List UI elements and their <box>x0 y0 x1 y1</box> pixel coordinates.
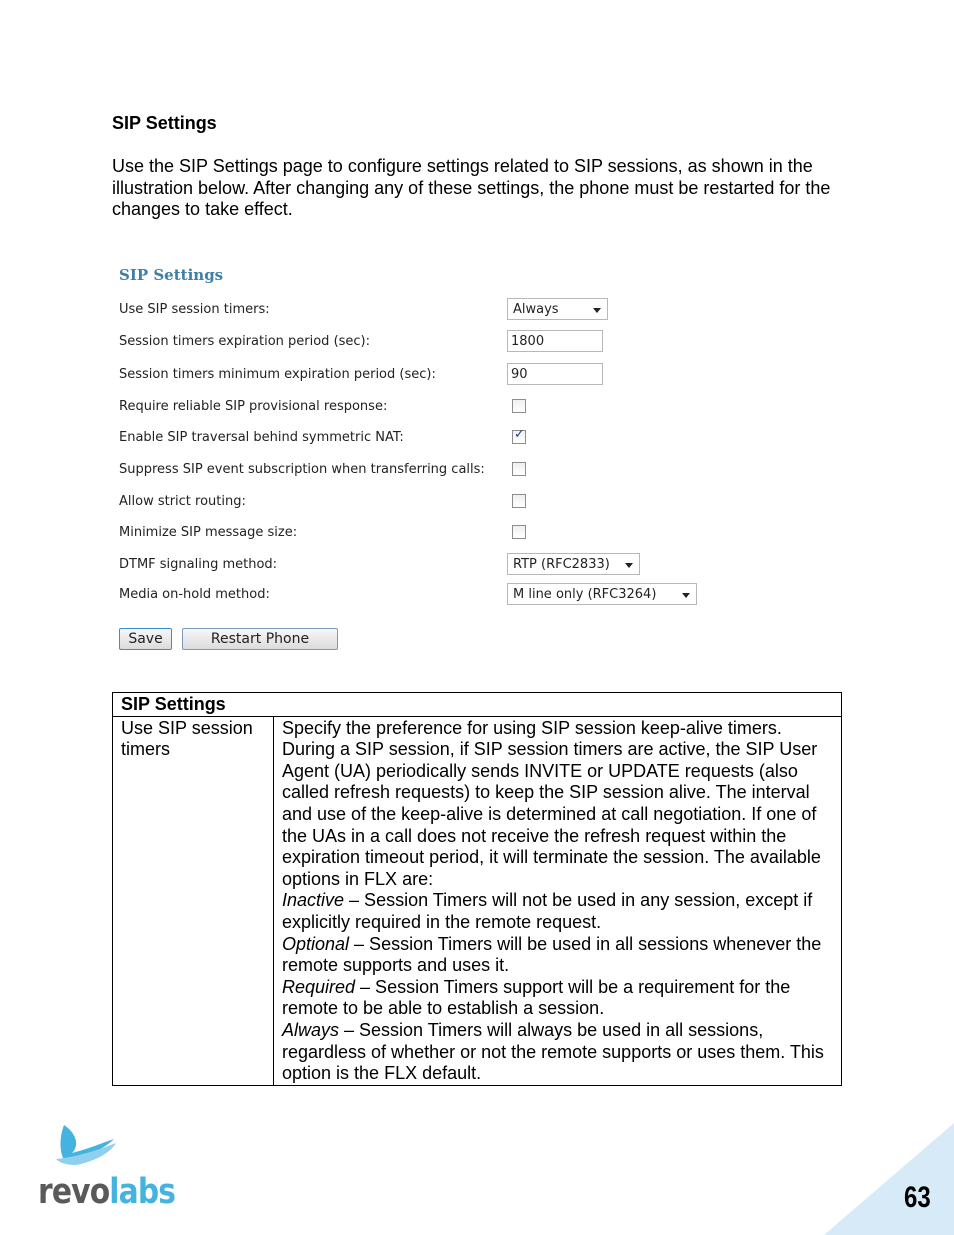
field-row-reliable-provisional <box>112 395 712 419</box>
input-value: 1800 <box>511 334 545 349</box>
symmetric-nat-checkbox[interactable] <box>512 427 526 444</box>
field-row-strict-routing <box>112 490 712 514</box>
min-expiration-input[interactable] <box>507 363 603 385</box>
table-header: SIP Settings <box>113 693 842 717</box>
on-hold-select[interactable] <box>507 583 697 605</box>
dtmf-select[interactable] <box>507 553 640 575</box>
option-name: Inactive <box>282 890 345 911</box>
field-label: Suppress SIP event subscription when transferring calls: <box>119 462 485 477</box>
page-number: 63 <box>904 1181 931 1214</box>
expiration-period-input[interactable] <box>507 330 603 352</box>
checkmark-icon: ✓ <box>514 427 525 442</box>
save-button[interactable]: Save <box>119 628 172 650</box>
screenshot-title: SIP Settings <box>119 266 224 284</box>
option-name: Required <box>282 976 356 997</box>
field-label: Use SIP session timers: <box>119 302 270 317</box>
suppress-subscription-checkbox[interactable] <box>512 462 526 476</box>
strict-routing-checkbox[interactable] <box>512 494 526 508</box>
logo-part-labs: labs <box>109 1172 176 1212</box>
chevron-down-icon <box>593 308 601 313</box>
chevron-down-icon <box>625 563 633 568</box>
field-row-min-expiration <box>112 363 712 387</box>
description-text: Specify the preference for using SIP session keep-alive timers. During a SIP session, if SIP session timers are active, the SIP User Agent (UA) periodically sends INVITE or UPDATE requests (also called refresh requests) to keep the SIP session alive. The interval and use of the keep-alive is determined at call negotiation. If one of the UAs in a call does not receive the refresh request within the expiration timeout period, it will terminate the session. The available options in FLX are: <box>282 717 821 889</box>
revolabs-logo-text <box>38 1172 175 1212</box>
select-value: Always <box>513 302 559 317</box>
field-label: DTMF signaling method: <box>119 557 278 572</box>
settings-description-table <box>112 692 842 1086</box>
select-value: RTP (RFC2833) <box>513 557 610 572</box>
field-row-minimize-message <box>112 521 712 545</box>
field-row-on-hold <box>112 583 712 607</box>
field-row-suppress-subscription <box>112 458 712 482</box>
option-text: – Session Timers support will be a requirement for the remote to be able to establish a session. <box>282 976 791 1019</box>
field-row-expiration-period <box>112 330 712 354</box>
field-label: Minimize SIP message size: <box>119 525 298 540</box>
section-heading: SIP Settings <box>112 113 217 133</box>
field-label: Media on-hold method: <box>119 587 270 602</box>
session-timers-select[interactable] <box>507 298 608 320</box>
minimize-message-checkbox[interactable] <box>512 525 526 539</box>
intro-paragraph: Use the SIP Settings page to configure settings related to SIP sessions, as shown in the illustration below. After changing any of these settings, the phone must be restarted for the changes to take effect. <box>112 156 831 219</box>
field-row-dtmf <box>112 553 712 577</box>
field-label: Session timers expiration period (sec): <box>119 334 371 349</box>
select-value: M line only (RFC3264) <box>513 587 657 602</box>
field-label: Enable SIP traversal behind symmetric NAT: <box>119 430 404 445</box>
input-value: 90 <box>511 367 528 382</box>
setting-description-cell <box>274 716 842 1085</box>
field-row-symmetric-nat <box>112 426 712 450</box>
option-text: – Session Timers will always be used in all sessions, regardless of whether or not the remote supports or uses them. This option is the FLX default. <box>282 1019 824 1084</box>
field-row-session-timers <box>112 298 712 322</box>
table-row <box>113 716 842 1085</box>
sip-settings-screenshot <box>112 258 712 658</box>
option-text: – Session Timers will not be used in any session, except if explicitly required in the remote request. <box>282 890 813 932</box>
option-text: – Session Timers will be used in all sessions whenever the remote supports and uses it. <box>282 933 822 976</box>
option-name: Always <box>282 1019 340 1040</box>
table-header-row <box>113 693 842 717</box>
field-label: Require reliable SIP provisional response: <box>119 399 388 414</box>
field-label: Session timers minimum expiration period (sec): <box>119 367 436 382</box>
option-name: Optional <box>282 933 350 954</box>
setting-name-cell: Use SIP session timers <box>113 716 274 1085</box>
chevron-down-icon <box>682 593 690 598</box>
corner-decoration <box>824 1123 954 1235</box>
logo-part-revo: revo <box>38 1172 110 1212</box>
restart-phone-button[interactable]: Restart Phone <box>182 628 338 650</box>
reliable-provisional-checkbox[interactable] <box>512 399 526 413</box>
field-label: Allow strict routing: <box>119 494 246 509</box>
